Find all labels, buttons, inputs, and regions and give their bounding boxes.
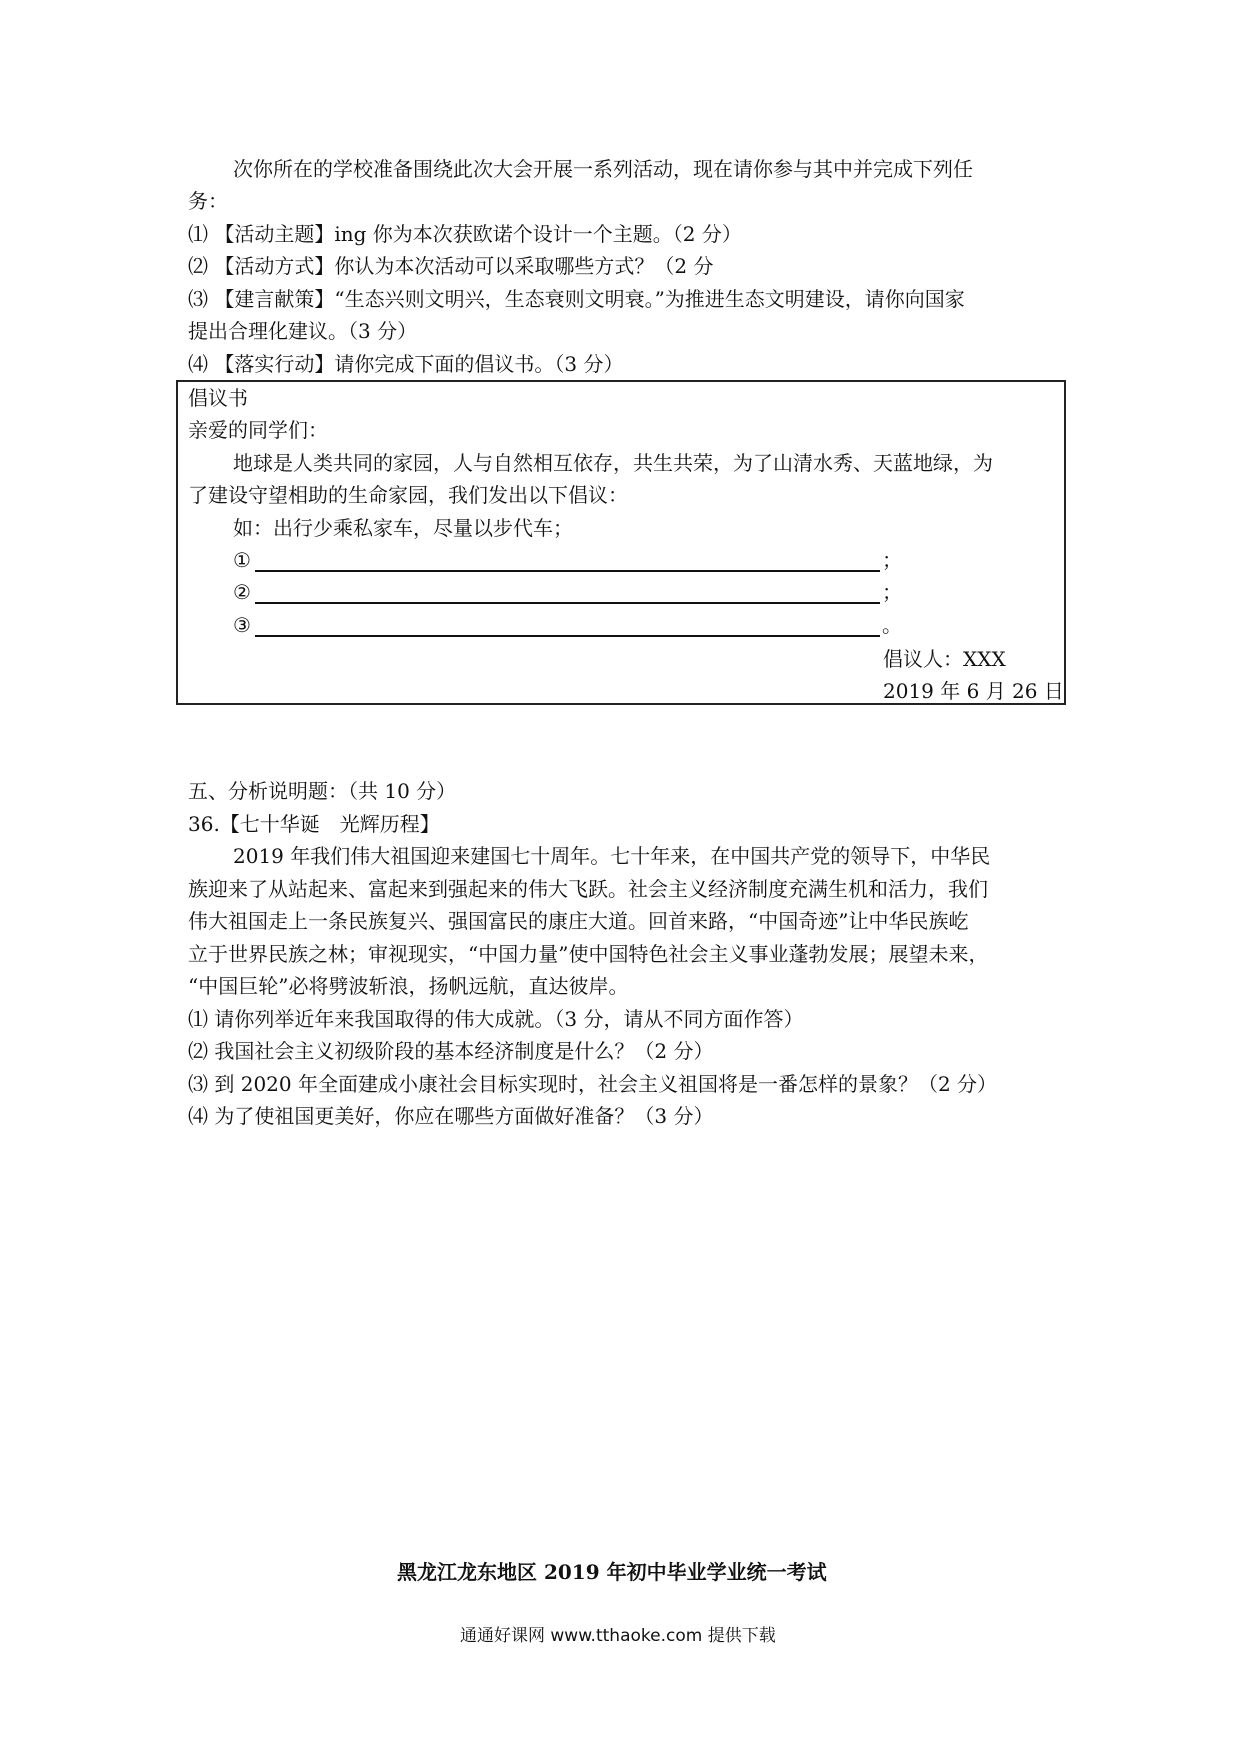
exam-title: 黑龙江龙东地区 2019 年初中毕业学业统一考试 — [397, 1560, 827, 1584]
blank-punctuation: 。 — [882, 613, 902, 637]
blank-punctuation: ； — [882, 548, 902, 572]
blank-number: ① — [233, 548, 251, 572]
question-36-paragraph-line-1: 2019 年我们伟大祖国迎来建国七十周年。七十年来，在中国共产党的领导下，中华民 — [233, 844, 991, 868]
question-36-paragraph-line-5: “中国巨轮”必将劈波斩浪，扬帆远航，直达彼岸。 — [188, 974, 629, 998]
task-question-3-line-1: ⑶ 【建言献策】“生态兴则文明兴，生态衰则文明衰。”为推进生态文明建设，请你向国家 — [188, 287, 965, 311]
proposal-blank-2[interactable] — [233, 576, 902, 608]
proposal-title: 倡议书 — [188, 386, 248, 410]
question-36-paragraph-line-3: 伟大祖国走上一条民族复兴、强国富民的康庄大道。回首来路，“中国奇迹”让中华民族屹 — [188, 909, 969, 933]
proposal-signer: 倡议人：XXX — [883, 647, 1006, 671]
question-36-sub-2: ⑵ 我国社会主义初级阶段的基本经济制度是什么？（2 分） — [188, 1039, 714, 1063]
answer-line[interactable] — [255, 548, 880, 572]
blank-number: ③ — [233, 613, 251, 637]
blank-number: ② — [233, 580, 251, 604]
task-intro-line-1: 次你所在的学校准备围绕此次大会开展一系列活动，现在请你参与其中并完成下列任 — [233, 157, 973, 181]
proposal-example: 如：出行少乘私家车，尽量以步代车； — [233, 516, 573, 540]
proposal-blank-3[interactable] — [233, 609, 902, 641]
question-36-sub-4: ⑷ 为了使祖国更美好，你应在哪些方面做好准备？（3 分） — [188, 1104, 714, 1128]
task-question-2: ⑵ 【活动方式】你认为本次活动可以采取哪些方式？（2 分 — [188, 254, 714, 278]
blank-punctuation: ； — [882, 580, 902, 604]
question-36-sub-3: ⑶ 到 2020 年全面建成小康社会目标实现时，社会主义祖国将是一番怎样的景象？（2 分） — [188, 1072, 998, 1096]
proposal-greeting: 亲爱的同学们： — [188, 418, 328, 442]
question-36-paragraph-line-2: 族迎来了从站起来、富起来到强起来的伟大飞跃。社会主义经济制度充满生机和活力，我们 — [188, 877, 988, 901]
task-question-1: ⑴ 【活动主题】ing 你为本次获欧诺个设计一个主题。（2 分） — [188, 222, 742, 246]
proposal-body-line-1: 地球是人类共同的家园，人与自然相互依存，共生共荣，为了山清水秀、天蓝地绿，为 — [233, 451, 993, 475]
answer-line[interactable] — [255, 580, 880, 604]
proposal-body-line-2: 了建设守望相助的生命家园，我们发出以下倡议： — [188, 483, 628, 507]
section-heading: 五、分析说明题：（共 10 分） — [188, 779, 457, 803]
question-36-paragraph-line-4: 立于世界民族之林；审视现实，“中国力量”使中国特色社会主义事业蓬勃发展；展望未来， — [188, 942, 989, 966]
question-36-title: 36.【七十华诞 光辉历程】 — [188, 812, 440, 836]
task-intro-line-2: 务： — [188, 189, 228, 213]
answer-line[interactable] — [255, 613, 880, 637]
proposal-date: 2019 年 6 月 26 日 — [883, 679, 1064, 703]
task-question-3-line-2: 提出合理化建议。（3 分） — [188, 319, 418, 343]
question-36-sub-1: ⑴ 请你列举近年来我国取得的伟大成就。（3 分，请从不同方面作答） — [188, 1007, 804, 1031]
proposal-blank-1[interactable] — [233, 544, 902, 576]
task-question-4: ⑷ 【落实行动】请你完成下面的倡议书。（3 分） — [188, 352, 624, 376]
source-credit: 通通好课网 www.tthaoke.com 提供下载 — [460, 1626, 776, 1646]
